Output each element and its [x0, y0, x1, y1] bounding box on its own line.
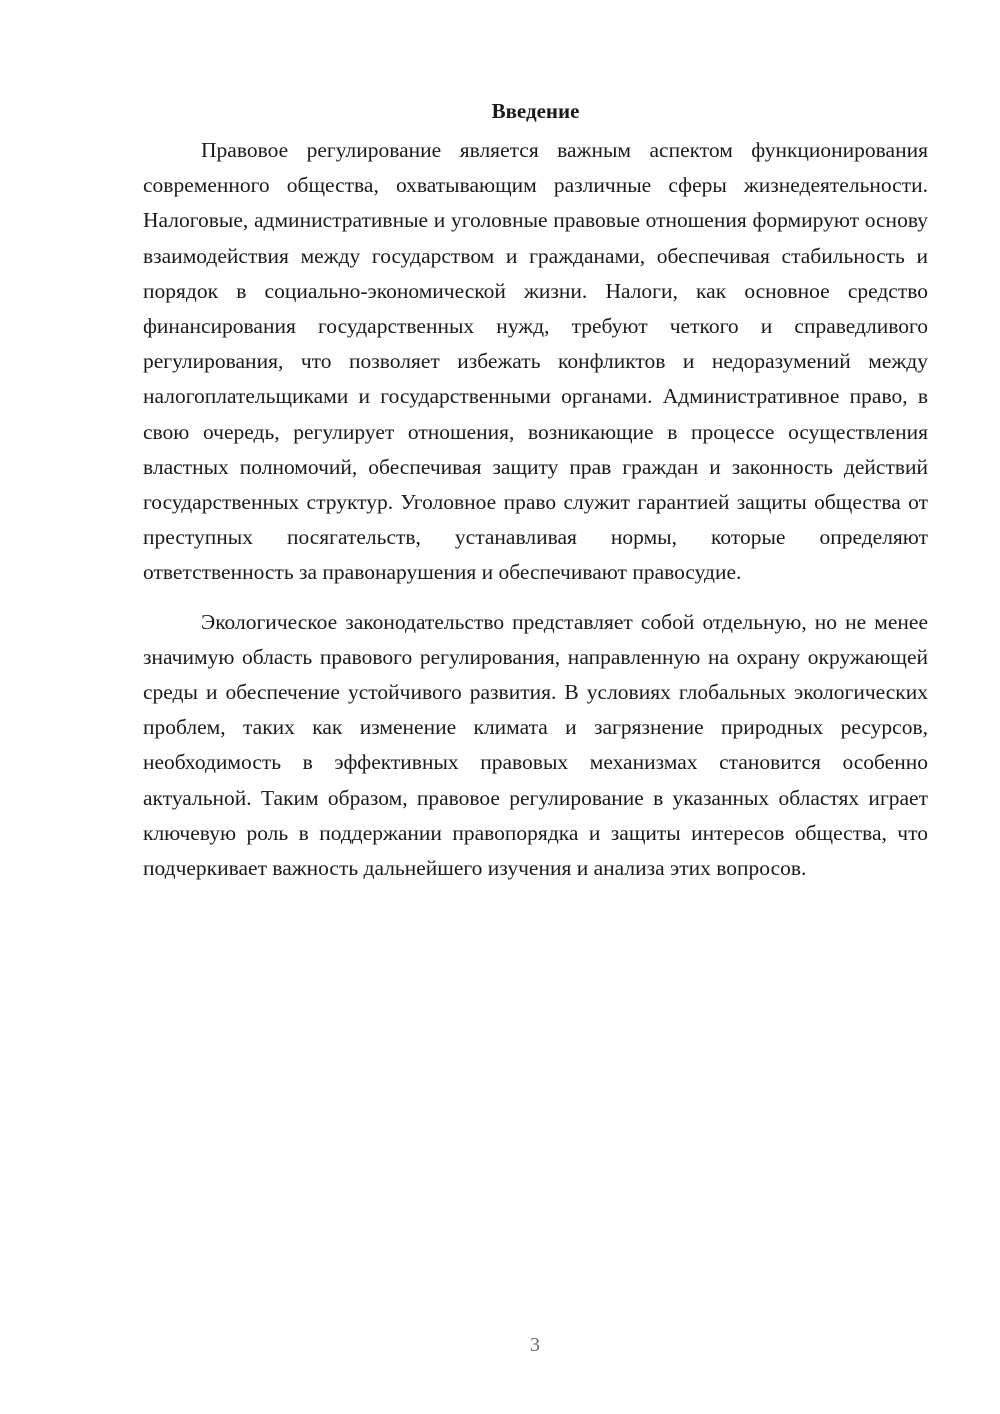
paragraph-intro: Правовое регулирование является важным аспектом функционирования современного общества, охватывающим различные сферы жизнедеятельности. Налоговые, административные и уголовные правовые отношения формируют основу взаимодействия между государством и гражданами, обеспечивая стабильность и порядок в социально-экономической жизни. Налоги, как основное средство финансирования государственных нужд, требуют четкого и справедливого регулирования, что позволяет избежать конфликтов и недоразумений между налогоплательщиками и государственными органами. Административное право, в свою очередь, регулирует отношения, возникающие в процессе осуществления властных полномочий, обеспечивая защиту прав граждан и законность действий государственных структур. Уголовное право служит гарантией защиты общества от преступных посягательств, устанавливая нормы, которые определяют ответственность за правонарушения и обеспечивают правосудие.: [143, 138, 928, 585]
page-number: 3: [530, 1334, 540, 1356]
page-content: [143, 97, 928, 886]
section-heading: Введение: [491, 99, 580, 123]
paragraph-ecology: Экологическое законодательство представляет собой отдельную, но не менее значимую область правового регулирования, направленную на охрану окружающей среды и обеспечение устойчивого развития. В условиях глобальных экологических проблем, таких как изменение климата и загрязнение природных ресурсов, необходимость в эффективных правовых механизмах становится особенно актуальной. Таким образом, правовое регулирование в указанных областях играет ключевую роль в поддержании правопорядка и защиты интересов общества, что подчеркивает важность дальнейшего изучения и анализа этих вопросов.: [143, 609, 928, 881]
